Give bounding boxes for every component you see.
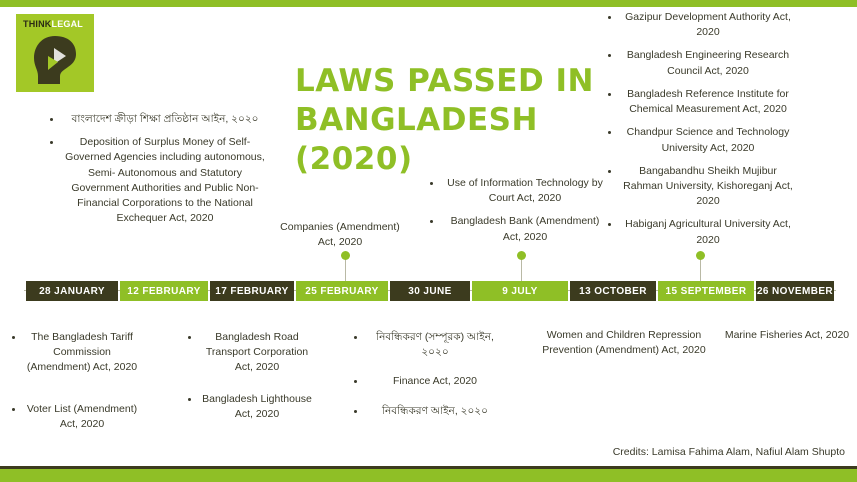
list-item: Bangladesh Lighthouse Act, 2020 xyxy=(200,392,314,422)
timeline-chip-30-june[interactable]: 30 JUNE xyxy=(390,281,470,301)
list-item: Voter List (Amendment) Act, 2020 xyxy=(24,402,140,432)
credits-text: Credits: Lamisa Fahima Alam, Nafiul Alam Shupto xyxy=(612,446,845,458)
timeline-chip-26-november[interactable]: 26 NOVEMBER xyxy=(756,281,834,301)
list-item: Bangabandhu Sheikh Mujibur Rahman University, Kishoreganj Act, 2020 xyxy=(620,164,796,210)
list-item: বাংলাদেশ ক্রীড়া শিক্ষা প্রতিষ্ঠান আইন, ২০২০ xyxy=(62,112,268,127)
top-accent-bar xyxy=(0,0,857,7)
list-item: Use of Information Technology by Court Act, 2020 xyxy=(442,176,608,206)
timeline-chip-15-september[interactable]: 15 SEPTEMBER xyxy=(658,281,754,301)
timeline-chip-12-february[interactable]: 12 FEBRUARY xyxy=(120,281,208,301)
bottom-october-text: Women and Children Repression Prevention (Amendment) Act, 2020 xyxy=(542,329,706,357)
top-right-list xyxy=(606,10,796,256)
bottom-january-list xyxy=(10,330,140,440)
bottom-november-text: Marine Fisheries Act, 2020 xyxy=(724,329,850,341)
list-item: নিবন্ধিকরণ (সম্পূরক) আইন, ২০২০ xyxy=(366,330,504,360)
timeline-dot-july9 xyxy=(517,251,526,260)
logo-wordmark xyxy=(23,19,83,29)
logo-legal-text: LEGAL xyxy=(51,19,83,29)
head-silhouette-icon xyxy=(30,34,80,86)
timeline-dot-sep15 xyxy=(696,251,705,260)
list-item: Bangladesh Engineering Research Council Act, 2020 xyxy=(620,48,796,78)
list-item: The Bangladesh Tariff Commission (Amendment) Act, 2020 xyxy=(24,330,140,376)
timeline-chip-28-january[interactable]: 28 JANUARY xyxy=(26,281,118,301)
page-title: LAWS PASSED IN BANGLADESH (2020) xyxy=(295,63,594,177)
logo-think-text: THINK xyxy=(23,19,52,29)
logo-block xyxy=(16,14,94,92)
bottom-february17-list xyxy=(186,330,314,430)
companies-act-text: Companies (Amendment) Act, 2020 xyxy=(280,221,400,249)
timeline-chip-25-february[interactable]: 25 FEBRUARY xyxy=(296,281,388,301)
top-middle-list xyxy=(428,176,608,253)
timeline-chip-9-july[interactable]: 9 JULY xyxy=(472,281,568,301)
list-item: Gazipur Development Authority Act, 2020 xyxy=(620,10,796,40)
top-left-list xyxy=(48,112,268,235)
list-item: Bangladesh Bank (Amendment) Act, 2020 xyxy=(442,214,608,244)
list-item: Chandpur Science and Technology University Act, 2020 xyxy=(620,125,796,155)
list-item: নিবন্ধিকরণ আইন, ২০২০ xyxy=(366,404,504,419)
list-item: Bangladesh Reference Institute for Chemical Measurement Act, 2020 xyxy=(620,87,796,117)
list-item: Deposition of Surplus Money of Self-Governed Agencies including autonomous, Semi- Autonomous and Statutory Government Authorities and Public Non-Financial Corporations to the National Exchequer Act, 2020 xyxy=(62,135,268,226)
list-item: Bangladesh Road Transport Corporation Act, 2020 xyxy=(200,330,314,376)
list-item: Finance Act, 2020 xyxy=(366,374,504,389)
bottom-accent-bar xyxy=(0,469,857,482)
list-item: Habiganj Agricultural University Act, 2020 xyxy=(620,217,796,247)
timeline-chip-13-october[interactable]: 13 OCTOBER xyxy=(570,281,656,301)
timeline-chip-17-february[interactable]: 17 FEBRUARY xyxy=(210,281,294,301)
bottom-june-list xyxy=(352,330,504,427)
timeline-dot-feb25 xyxy=(341,251,350,260)
